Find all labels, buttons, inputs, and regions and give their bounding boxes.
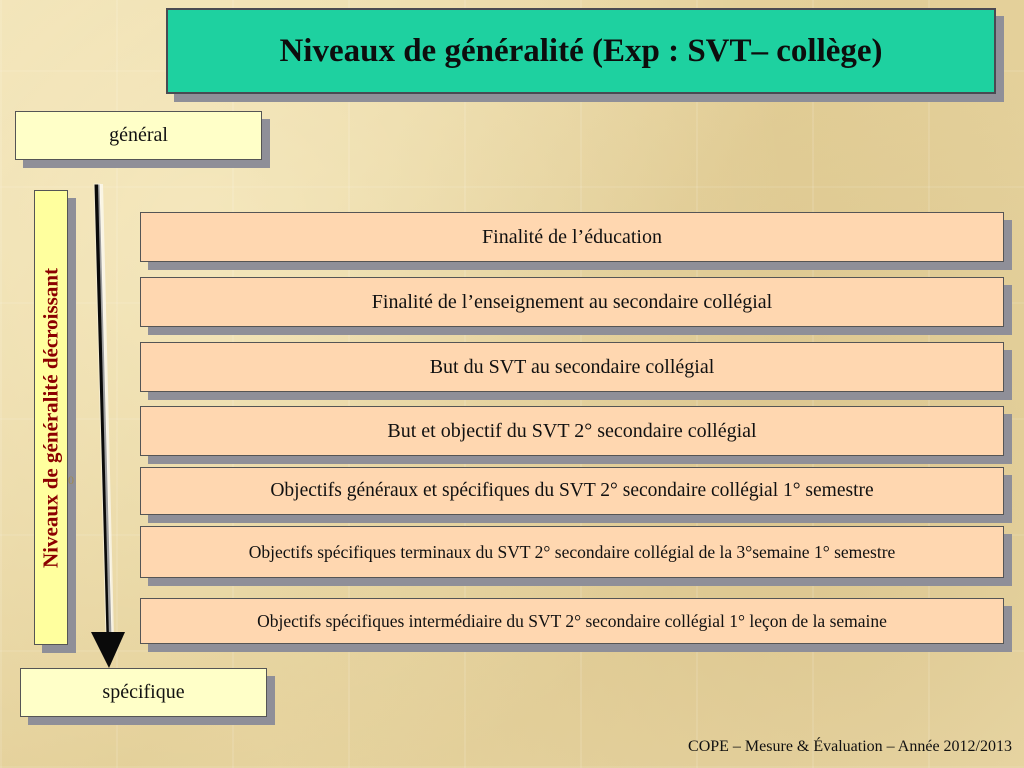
vertical-label: Niveaux de généralité décroissant xyxy=(38,267,63,568)
specific-label: spécifique xyxy=(102,681,185,703)
level-4-label: But et objectif du SVT 2° secondaire collégial xyxy=(387,419,757,442)
general-box xyxy=(15,111,262,160)
vertical-label-box xyxy=(34,190,68,645)
level-2-label: Finalité de l’enseignement au secondaire collégial xyxy=(371,290,773,313)
level-1-label: Finalité de l’éducation xyxy=(482,225,662,248)
decreasing-arrow-icon xyxy=(88,182,132,672)
specific-box xyxy=(20,668,267,717)
level-5-box xyxy=(140,467,1004,515)
level-7-box xyxy=(140,598,1004,644)
title-box xyxy=(166,8,996,94)
level-7-label: Objectifs spécifiques intermédiaire du SVT 2° secondaire collégial 1° leçon de la semaine xyxy=(257,610,887,631)
level-6-label: Objectifs spécifiques terminaux du SVT 2° secondaire collégial de la 3°semaine 1° semestre xyxy=(248,541,896,562)
general-label: général xyxy=(109,124,168,146)
level-1-box xyxy=(140,212,1004,262)
page-title: Niveaux de généralité (Exp : SVT– collège) xyxy=(279,32,883,69)
level-5-label: Objectifs généraux et spécifiques du SVT 2° secondaire collégial 1° semestre xyxy=(270,480,874,501)
level-3-label: But du SVT au secondaire collégial xyxy=(429,355,715,378)
stray-number: 0 xyxy=(68,473,74,487)
level-4-box xyxy=(140,406,1004,456)
level-3-box xyxy=(140,342,1004,392)
level-6-box xyxy=(140,526,1004,578)
footer-text: COPE – Mesure & Évaluation – Année 2012/2013 xyxy=(688,738,1012,755)
level-2-box xyxy=(140,277,1004,327)
